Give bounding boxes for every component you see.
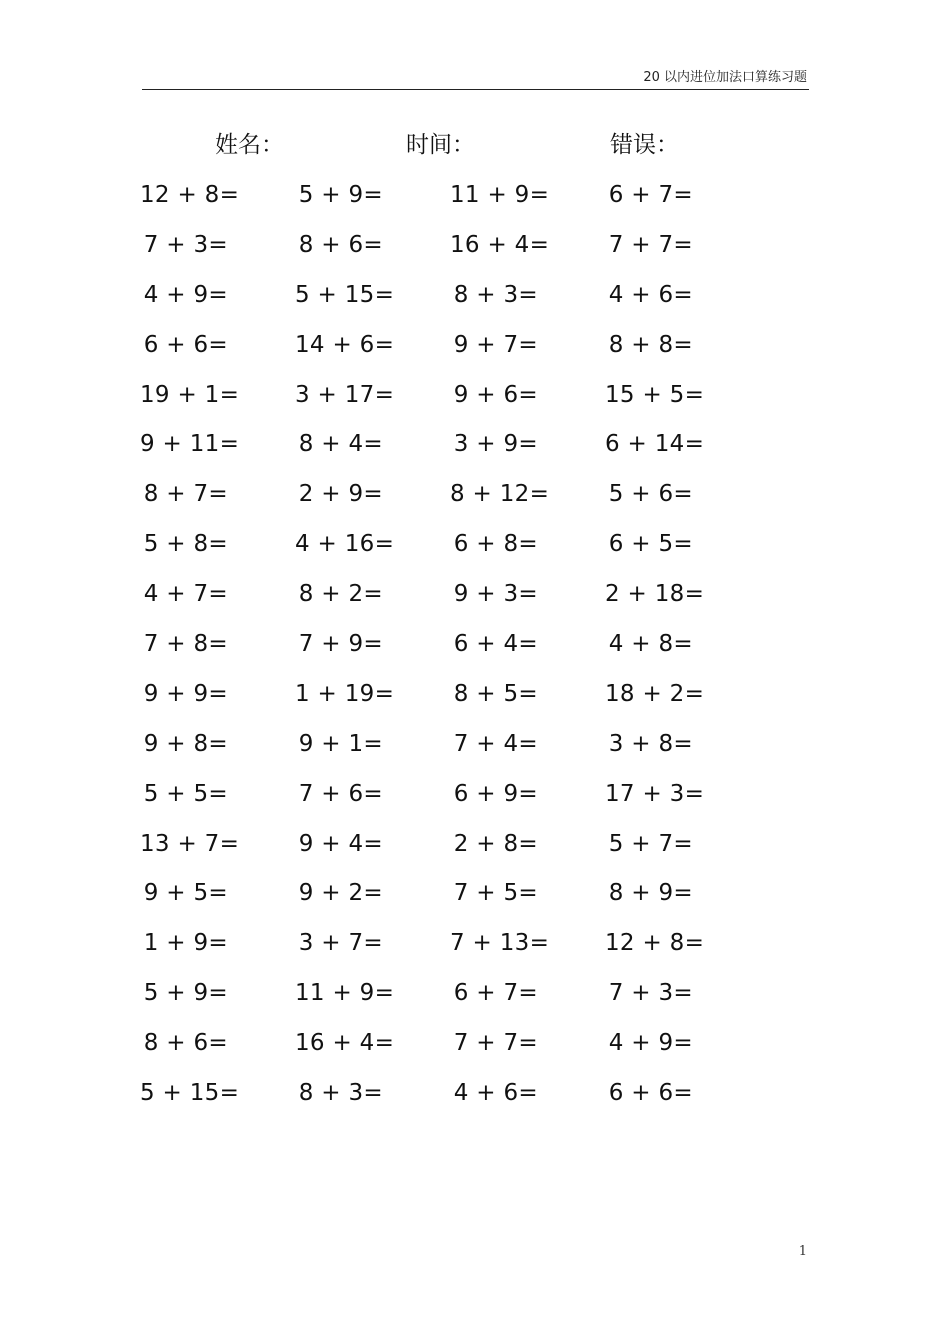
problem-cell xyxy=(450,731,605,757)
addition-problem: 14 + 6= xyxy=(295,331,395,358)
problem-cell xyxy=(605,831,760,857)
addition-problem: 4 + 16= xyxy=(295,531,395,558)
problem-row xyxy=(140,868,760,918)
addition-problem: 3 + 7= xyxy=(298,930,383,957)
addition-problem: 8 + 3= xyxy=(298,1079,383,1106)
problem-row xyxy=(140,170,760,220)
problem-cell xyxy=(450,282,605,308)
problem-cell xyxy=(450,182,605,208)
problem-cell xyxy=(605,880,760,906)
problem-cell xyxy=(450,831,605,857)
problem-cell xyxy=(140,631,295,657)
addition-problem: 4 + 7= xyxy=(143,581,228,608)
addition-problem: 3 + 9= xyxy=(453,431,538,458)
addition-problem: 6 + 6= xyxy=(608,1079,693,1106)
problem-cell xyxy=(450,581,605,607)
problem-cell xyxy=(295,581,450,607)
problem-row xyxy=(140,918,760,968)
problem-cell xyxy=(295,731,450,757)
addition-problem: 8 + 4= xyxy=(298,431,383,458)
problem-row xyxy=(140,419,760,469)
problem-cell xyxy=(295,1080,450,1106)
problem-cell xyxy=(140,232,295,258)
addition-problem: 6 + 4= xyxy=(453,630,538,657)
problem-cell xyxy=(295,431,450,457)
addition-problem: 5 + 5= xyxy=(143,780,228,807)
addition-problem: 12 + 8= xyxy=(605,930,705,957)
addition-problem: 8 + 6= xyxy=(143,1030,228,1057)
addition-problem: 4 + 6= xyxy=(453,1079,538,1106)
addition-problem: 7 + 3= xyxy=(608,980,693,1007)
problem-cell xyxy=(605,431,760,457)
addition-problem: 9 + 7= xyxy=(453,331,538,358)
addition-problem: 15 + 5= xyxy=(605,381,705,408)
problem-cell xyxy=(605,232,760,258)
addition-problem: 7 + 7= xyxy=(608,231,693,258)
problem-row xyxy=(140,968,760,1018)
addition-problem: 16 + 4= xyxy=(295,1030,395,1057)
addition-problem: 1 + 19= xyxy=(295,680,395,707)
problem-cell xyxy=(450,781,605,807)
addition-problem: 6 + 7= xyxy=(453,980,538,1007)
problem-row xyxy=(140,769,760,819)
addition-problem: 7 + 6= xyxy=(298,780,383,807)
addition-problem: 19 + 1= xyxy=(140,381,240,408)
problem-cell xyxy=(140,831,295,857)
addition-problem: 8 + 5= xyxy=(453,680,538,707)
addition-problem: 2 + 9= xyxy=(298,481,383,508)
addition-problem: 8 + 7= xyxy=(143,481,228,508)
problem-cell xyxy=(605,282,760,308)
problem-row xyxy=(140,519,760,569)
addition-problem: 7 + 3= xyxy=(143,231,228,258)
problem-cell xyxy=(295,531,450,557)
addition-problem: 11 + 9= xyxy=(450,181,550,208)
problem-row xyxy=(140,569,760,619)
problem-cell xyxy=(140,332,295,358)
problem-cell xyxy=(605,631,760,657)
problem-cell xyxy=(295,781,450,807)
problem-row xyxy=(140,320,760,370)
problem-cell xyxy=(450,880,605,906)
problem-cell xyxy=(605,930,760,956)
addition-problem: 9 + 9= xyxy=(143,680,228,707)
addition-problem: 1 + 9= xyxy=(143,930,228,957)
problem-cell xyxy=(140,880,295,906)
addition-problem: 4 + 9= xyxy=(608,1030,693,1057)
problem-cell xyxy=(295,880,450,906)
problem-cell xyxy=(140,182,295,208)
problem-row xyxy=(140,819,760,869)
problem-cell xyxy=(605,731,760,757)
problem-row xyxy=(140,370,760,420)
problem-row xyxy=(140,669,760,719)
addition-problem: 6 + 14= xyxy=(605,431,705,458)
problem-cell xyxy=(140,581,295,607)
problem-cell xyxy=(140,781,295,807)
problem-cell xyxy=(605,581,760,607)
problem-cell xyxy=(450,1030,605,1056)
problem-cell xyxy=(450,531,605,557)
problem-cell xyxy=(295,980,450,1006)
problem-cell xyxy=(605,980,760,1006)
addition-problem: 5 + 7= xyxy=(608,830,693,857)
addition-problem: 7 + 7= xyxy=(453,1030,538,1057)
problem-cell xyxy=(295,681,450,707)
problem-cell xyxy=(140,930,295,956)
addition-problem: 17 + 3= xyxy=(605,780,705,807)
problem-cell xyxy=(295,282,450,308)
problem-cell xyxy=(450,382,605,408)
problem-cell xyxy=(605,1080,760,1106)
addition-problem: 6 + 7= xyxy=(608,181,693,208)
addition-problem: 9 + 3= xyxy=(453,581,538,608)
addition-problem: 5 + 15= xyxy=(295,281,395,308)
name-field-label: 姓名： xyxy=(215,132,284,158)
problem-cell xyxy=(140,531,295,557)
problem-cell xyxy=(450,930,605,956)
addition-problem: 7 + 4= xyxy=(453,730,538,757)
problem-cell xyxy=(450,232,605,258)
problem-cell xyxy=(450,1080,605,1106)
addition-problem: 9 + 2= xyxy=(298,880,383,907)
problem-cell xyxy=(295,382,450,408)
problem-row xyxy=(140,719,760,769)
addition-problem: 12 + 8= xyxy=(140,181,240,208)
problem-cell xyxy=(140,731,295,757)
problem-row xyxy=(140,220,760,270)
addition-problem: 6 + 8= xyxy=(453,531,538,558)
problem-cell xyxy=(140,282,295,308)
problem-row xyxy=(140,1068,760,1118)
problem-cell xyxy=(450,980,605,1006)
problem-cell xyxy=(450,681,605,707)
addition-problem: 2 + 18= xyxy=(605,581,705,608)
addition-problem: 8 + 12= xyxy=(450,481,550,508)
student-fields xyxy=(0,126,950,160)
problem-cell xyxy=(295,481,450,507)
addition-problem: 7 + 8= xyxy=(143,630,228,657)
header-rule xyxy=(142,89,809,90)
problem-cell xyxy=(450,631,605,657)
problem-row xyxy=(140,619,760,669)
addition-problem: 4 + 9= xyxy=(143,281,228,308)
time-field-label: 时间： xyxy=(406,132,475,158)
addition-problem: 13 + 7= xyxy=(140,830,240,857)
problem-cell xyxy=(605,182,760,208)
addition-problem: 5 + 9= xyxy=(298,181,383,208)
addition-problem: 16 + 4= xyxy=(450,231,550,258)
addition-problem: 9 + 8= xyxy=(143,730,228,757)
problem-row xyxy=(140,270,760,320)
problem-cell xyxy=(605,382,760,408)
addition-problem: 9 + 11= xyxy=(140,431,240,458)
problem-cell xyxy=(450,431,605,457)
addition-problem: 2 + 8= xyxy=(453,830,538,857)
addition-problem: 18 + 2= xyxy=(605,680,705,707)
addition-problem: 7 + 5= xyxy=(453,880,538,907)
addition-problem: 5 + 8= xyxy=(143,531,228,558)
addition-problem: 7 + 9= xyxy=(298,630,383,657)
problem-cell xyxy=(140,431,295,457)
addition-problem: 5 + 9= xyxy=(143,980,228,1007)
problem-cell xyxy=(295,182,450,208)
problem-cell xyxy=(605,1030,760,1056)
problem-cell xyxy=(450,332,605,358)
problem-cell xyxy=(450,481,605,507)
addition-problem: 7 + 13= xyxy=(450,930,550,957)
addition-problem: 8 + 9= xyxy=(608,880,693,907)
problem-cell xyxy=(140,1030,295,1056)
problem-row xyxy=(140,1018,760,1068)
problem-cell xyxy=(605,332,760,358)
problem-cell xyxy=(295,930,450,956)
errors-field-label: 错误： xyxy=(610,132,679,158)
problem-cell xyxy=(140,382,295,408)
addition-problem: 6 + 6= xyxy=(143,331,228,358)
addition-problem: 3 + 17= xyxy=(295,381,395,408)
problem-cell xyxy=(295,232,450,258)
problem-cell xyxy=(605,681,760,707)
page-number: 1 xyxy=(798,1244,807,1259)
addition-problem: 8 + 2= xyxy=(298,581,383,608)
addition-problem: 9 + 4= xyxy=(298,830,383,857)
problem-cell xyxy=(140,481,295,507)
problem-cell xyxy=(605,531,760,557)
problem-grid xyxy=(140,170,760,1118)
problem-cell xyxy=(295,332,450,358)
problem-cell xyxy=(295,1030,450,1056)
addition-problem: 6 + 5= xyxy=(608,531,693,558)
problem-cell xyxy=(605,481,760,507)
addition-problem: 3 + 8= xyxy=(608,730,693,757)
problem-cell xyxy=(140,980,295,1006)
addition-problem: 8 + 3= xyxy=(453,281,538,308)
problem-cell xyxy=(295,631,450,657)
addition-problem: 9 + 6= xyxy=(453,381,538,408)
header-title: 20 以内进位加法口算练习题 xyxy=(643,70,807,85)
addition-problem: 4 + 6= xyxy=(608,281,693,308)
addition-problem: 5 + 15= xyxy=(140,1079,240,1106)
addition-problem: 9 + 5= xyxy=(143,880,228,907)
problem-cell xyxy=(605,781,760,807)
addition-problem: 9 + 1= xyxy=(298,730,383,757)
problem-cell xyxy=(140,1080,295,1106)
addition-problem: 4 + 8= xyxy=(608,630,693,657)
problem-cell xyxy=(295,831,450,857)
addition-problem: 6 + 9= xyxy=(453,780,538,807)
addition-problem: 5 + 6= xyxy=(608,481,693,508)
addition-problem: 11 + 9= xyxy=(295,980,395,1007)
addition-problem: 8 + 8= xyxy=(608,331,693,358)
problem-cell xyxy=(140,681,295,707)
addition-problem: 8 + 6= xyxy=(298,231,383,258)
problem-row xyxy=(140,469,760,519)
